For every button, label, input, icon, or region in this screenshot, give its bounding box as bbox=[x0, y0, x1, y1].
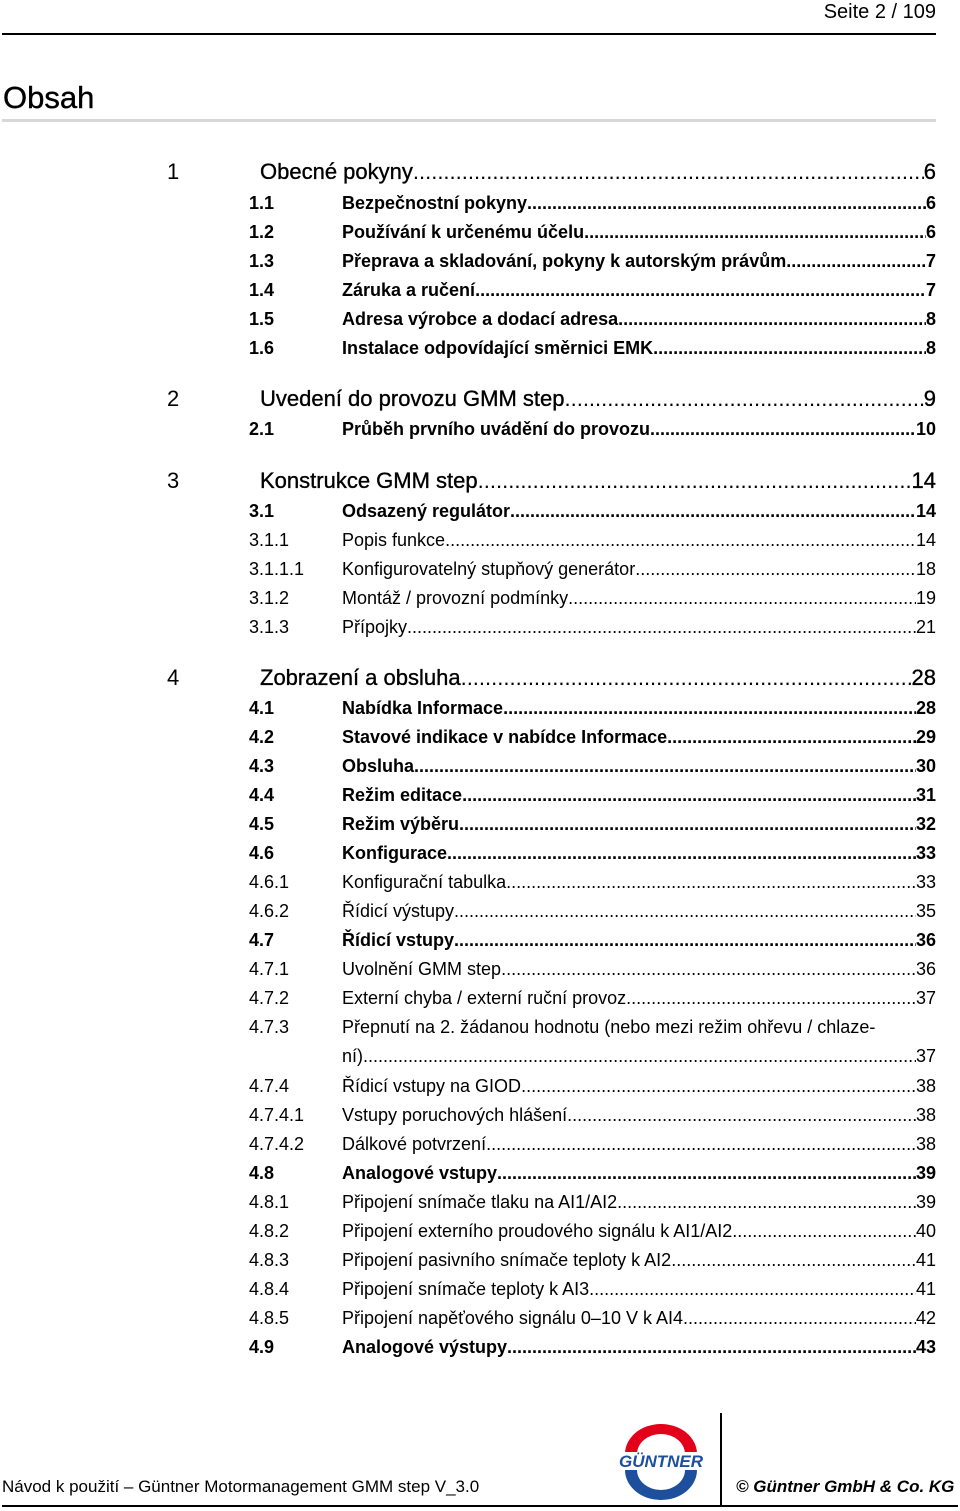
toc-title: Nabídka Informace bbox=[342, 698, 504, 718]
toc-entry[interactable] bbox=[249, 277, 936, 303]
toc-page-number: 14 bbox=[915, 501, 936, 521]
toc-number: 1.5 bbox=[249, 309, 275, 329]
toc-leader-dots bbox=[626, 985, 916, 1011]
toc-page-number: 8 bbox=[925, 338, 936, 358]
toc-page-number: 9 bbox=[923, 386, 936, 411]
toc-title: Připojení snímače tlaku na AI1/AI2 bbox=[342, 1192, 618, 1212]
toc-title: Vstupy poruchových hlášení bbox=[342, 1105, 568, 1125]
toc-leader-dots bbox=[568, 585, 916, 611]
toc-leader-dots bbox=[414, 753, 916, 779]
toc-page-number: 14 bbox=[911, 468, 936, 493]
toc-leader-dots bbox=[650, 416, 916, 442]
toc-title: Řídicí vstupy na GIOD bbox=[342, 1076, 522, 1096]
toc-page-number: 7 bbox=[925, 280, 936, 300]
toc-leader-dots bbox=[567, 1102, 916, 1128]
toc-title: Přeprava a skladování, pokyny k autorským právům bbox=[342, 251, 787, 271]
toc-number: 3 bbox=[167, 468, 180, 493]
toc-title: Montáž / provozní podmínky bbox=[342, 588, 569, 608]
toc-page-number: 41 bbox=[915, 1279, 936, 1299]
page-title: Obsah bbox=[3, 80, 95, 115]
toc-number: 4.7.4.2 bbox=[249, 1134, 305, 1154]
toc-leader-dots bbox=[732, 1218, 916, 1244]
footer-copyright: © Güntner GmbH & Co. KG bbox=[736, 1477, 955, 1496]
toc-entry[interactable] bbox=[249, 1073, 936, 1099]
toc-number: 4.7.1 bbox=[249, 959, 290, 979]
toc-leader-dots bbox=[589, 1276, 916, 1302]
toc-entry[interactable] bbox=[249, 1131, 936, 1157]
toc-page-number: 30 bbox=[915, 756, 936, 776]
toc-number: 4.8.2 bbox=[249, 1221, 290, 1241]
toc-number: 4.4 bbox=[249, 785, 275, 805]
toc-title: Popis funkce bbox=[342, 530, 446, 550]
toc-title: Režim editace bbox=[342, 785, 463, 805]
toc-number: 2.1 bbox=[249, 419, 275, 439]
toc-entry[interactable] bbox=[249, 753, 936, 779]
toc-entry[interactable] bbox=[249, 416, 936, 442]
toc-number: 4.7.4.1 bbox=[249, 1105, 305, 1125]
toc-entry[interactable] bbox=[249, 335, 936, 361]
toc-title: Adresa výrobce a dodací adresa bbox=[342, 309, 619, 329]
toc-number: 4.8 bbox=[249, 1163, 275, 1183]
toc-number: 4.7 bbox=[249, 930, 275, 950]
toc-leader-dots bbox=[786, 248, 926, 274]
toc-leader-dots bbox=[618, 306, 926, 332]
toc-entry[interactable] bbox=[249, 1247, 936, 1273]
toc-chapter[interactable] bbox=[167, 663, 936, 693]
toc-entry[interactable] bbox=[249, 840, 936, 866]
toc-number: 3.1.3 bbox=[249, 617, 290, 637]
toc-number: 4.5 bbox=[249, 814, 275, 834]
toc-page-number: 19 bbox=[915, 588, 936, 608]
toc-number: 4.7.4 bbox=[249, 1076, 290, 1096]
toc-entry[interactable] bbox=[249, 724, 936, 750]
toc-page-number: 35 bbox=[915, 901, 936, 921]
toc-entry[interactable] bbox=[249, 898, 936, 924]
toc-entry[interactable] bbox=[249, 1102, 936, 1128]
toc-entry[interactable] bbox=[249, 1276, 936, 1302]
toc-chapter[interactable] bbox=[167, 466, 936, 496]
toc-entry[interactable] bbox=[249, 956, 936, 982]
toc-leader-dots bbox=[413, 157, 924, 187]
toc-number: 1.6 bbox=[249, 338, 275, 358]
toc-entry[interactable] bbox=[249, 811, 936, 837]
toc-title: Řídicí vstupy bbox=[342, 930, 455, 950]
toc-entry[interactable] bbox=[249, 190, 936, 216]
toc-leader-dots bbox=[671, 1247, 916, 1273]
toc-leader-dots bbox=[527, 190, 926, 216]
logo-red-arc bbox=[625, 1424, 697, 1454]
toc-title: Uvolnění GMM step bbox=[342, 959, 502, 979]
toc-leader-dots bbox=[506, 869, 916, 895]
toc-page-number: 41 bbox=[915, 1250, 936, 1270]
toc-page-number: 33 bbox=[915, 872, 936, 892]
toc-entry[interactable] bbox=[249, 498, 936, 524]
toc-number: 4.8.3 bbox=[249, 1250, 290, 1270]
toc-title: Připojení napěťového signálu 0–10 V k AI4 bbox=[342, 1308, 683, 1328]
toc-entry[interactable] bbox=[249, 1160, 936, 1186]
toc-number: 3.1.1 bbox=[249, 530, 290, 550]
toc-leader-dots bbox=[503, 695, 916, 721]
toc-page-number: 39 bbox=[915, 1163, 936, 1183]
toc-entry[interactable] bbox=[249, 614, 936, 640]
toc-page-number: 6 bbox=[925, 193, 936, 213]
toc-number: 1.2 bbox=[249, 222, 275, 242]
toc-page-number: 28 bbox=[911, 665, 936, 690]
toc-page-number: 31 bbox=[915, 785, 936, 805]
toc-leader-dots bbox=[497, 1160, 916, 1186]
toc-entry[interactable] bbox=[249, 695, 936, 721]
toc-number: 1 bbox=[167, 159, 180, 184]
toc-leader-dots bbox=[461, 663, 912, 693]
toc-page-number: 6 bbox=[923, 159, 936, 184]
toc-title: Instalace odpovídající směrnici EMK bbox=[342, 338, 654, 358]
logo-blue-arc bbox=[625, 1470, 697, 1500]
toc-leader-dots bbox=[447, 840, 916, 866]
toc-number: 4.7.3 bbox=[249, 1017, 290, 1037]
toc-page-number: 33 bbox=[915, 843, 936, 863]
toc-title: Záruka a ručení bbox=[342, 280, 476, 300]
toc-title: Konfigurační tabulka bbox=[342, 872, 507, 892]
toc-number: 4.1 bbox=[249, 698, 275, 718]
toc-number: 4.3 bbox=[249, 756, 275, 776]
toc-number: 4.8.4 bbox=[249, 1279, 290, 1299]
toc-leader-dots bbox=[501, 956, 916, 982]
toc-entry[interactable] bbox=[249, 219, 936, 245]
toc-title: Konfigurovatelný stupňový generátor bbox=[342, 559, 636, 579]
toc-page-number: 36 bbox=[915, 959, 936, 979]
toc-entry[interactable] bbox=[249, 1305, 936, 1331]
toc-number: 4.2 bbox=[249, 727, 275, 747]
toc-title: Analogové vstupy bbox=[342, 1163, 498, 1183]
toc-title: Režim výběru bbox=[342, 814, 460, 834]
toc-leader-dots bbox=[454, 927, 916, 953]
toc-page-number: 37 bbox=[915, 988, 936, 1008]
toc-page-number: 28 bbox=[915, 698, 936, 718]
logo-text: GÜNTNER bbox=[618, 1452, 704, 1471]
toc-page-number: 7 bbox=[925, 251, 936, 271]
toc-number: 3.1.1.1 bbox=[249, 559, 305, 579]
toc-number: 4.7.2 bbox=[249, 988, 290, 1008]
toc-title: Konstrukce GMM step bbox=[260, 468, 478, 493]
toc-leader-dots bbox=[510, 498, 916, 524]
toc-number: 4.9 bbox=[249, 1337, 275, 1357]
toc-number: 4 bbox=[167, 665, 180, 690]
toc-leader-dots bbox=[507, 1334, 916, 1360]
toc-entry[interactable] bbox=[249, 985, 936, 1011]
toc-number: 1.4 bbox=[249, 280, 275, 300]
toc-leader-dots bbox=[521, 1073, 916, 1099]
guntner-logo bbox=[611, 1420, 711, 1500]
toc-title: Konfigurace bbox=[342, 843, 448, 863]
toc-title: Průběh prvního uvádění do provozu bbox=[342, 419, 651, 439]
toc-page-number: 40 bbox=[915, 1221, 936, 1241]
toc-leader-dots bbox=[653, 335, 926, 361]
toc-leader-dots bbox=[459, 811, 916, 837]
toc-title: Externí chyba / externí ruční provoz bbox=[342, 988, 627, 1008]
toc-leader-dots bbox=[584, 219, 926, 245]
toc-page-number: 43 bbox=[915, 1337, 936, 1357]
toc-title: Používání k určenému účelu bbox=[342, 222, 585, 242]
toc-title-line1: Přepnutí na 2. žádanou hodnotu (nebo mezi režim ohřevu / chlaze- bbox=[342, 1017, 876, 1037]
toc-title: Řídicí výstupy bbox=[342, 901, 455, 921]
toc-entry[interactable] bbox=[249, 1189, 936, 1215]
toc-leader-dots bbox=[617, 1189, 916, 1215]
toc-entry[interactable] bbox=[249, 1218, 936, 1244]
toc-number: 1.3 bbox=[249, 251, 275, 271]
toc-number: 1.1 bbox=[249, 193, 275, 213]
toc-title: Uvedení do provozu GMM step bbox=[260, 386, 565, 411]
toc-number: 3.1.2 bbox=[249, 588, 290, 608]
footer-divider bbox=[720, 1413, 722, 1505]
toc-leader-dots bbox=[667, 724, 916, 750]
toc-page-number: 32 bbox=[915, 814, 936, 834]
toc-entry[interactable] bbox=[249, 1334, 936, 1360]
toc-title: Dálkové potvrzení bbox=[342, 1134, 487, 1154]
toc-page-number: 38 bbox=[915, 1105, 936, 1125]
toc-entry[interactable] bbox=[249, 248, 936, 274]
toc-number: 2 bbox=[167, 386, 180, 411]
toc-chapter[interactable] bbox=[167, 157, 936, 187]
toc-entry[interactable] bbox=[249, 527, 936, 553]
toc-number: 4.6 bbox=[249, 843, 275, 863]
toc-number: 4.8.1 bbox=[249, 1192, 290, 1212]
toc-page-number: 14 bbox=[915, 530, 936, 550]
toc-page-number: 10 bbox=[915, 419, 936, 439]
toc-title: Připojení pasivního snímače teploty k AI2 bbox=[342, 1250, 672, 1270]
toc-leader-dots bbox=[475, 277, 926, 303]
toc-title: ní) bbox=[342, 1046, 364, 1066]
toc-title: Připojení snímače teploty k AI3 bbox=[342, 1279, 590, 1299]
toc-title: Odsazený regulátor bbox=[342, 501, 511, 521]
toc-title: Analogové výstupy bbox=[342, 1337, 508, 1357]
toc-page-number: 38 bbox=[915, 1076, 936, 1096]
toc-entry[interactable] bbox=[249, 927, 936, 953]
footer-rule bbox=[2, 1505, 958, 1507]
footer-document-title: Návod k použití – Güntner Motormanagement GMM step V_3.0 bbox=[2, 1477, 480, 1496]
toc-leader-dots bbox=[683, 1305, 916, 1331]
toc-number: 4.8.5 bbox=[249, 1308, 290, 1328]
toc-page-number: 21 bbox=[915, 617, 936, 637]
toc-page-number: 37 bbox=[915, 1046, 936, 1066]
toc-page-number: 39 bbox=[915, 1192, 936, 1212]
toc-entry[interactable] bbox=[249, 1014, 936, 1066]
toc-entry[interactable] bbox=[249, 556, 936, 582]
toc-page-number: 8 bbox=[925, 309, 936, 329]
toc-title: Bezpečnostní pokyny bbox=[342, 193, 528, 213]
toc-entry[interactable] bbox=[249, 782, 936, 808]
toc-chapter[interactable] bbox=[167, 384, 936, 414]
toc-number: 4.6.2 bbox=[249, 901, 290, 921]
page-number: Seite 2 / 109 bbox=[823, 1, 936, 23]
toc-title: Obecné pokyny bbox=[260, 159, 413, 184]
toc-page-number: 6 bbox=[925, 222, 936, 242]
toc-leader-dots bbox=[407, 614, 916, 640]
toc-entry[interactable] bbox=[249, 869, 936, 895]
toc-leader-dots bbox=[363, 1043, 916, 1069]
toc-number: 3.1 bbox=[249, 501, 275, 521]
toc-title: Zobrazení a obsluha bbox=[260, 665, 461, 690]
toc-title: Přípojky bbox=[342, 617, 408, 637]
toc-leader-dots bbox=[478, 466, 912, 496]
toc-leader-dots bbox=[635, 556, 916, 582]
toc-leader-dots bbox=[445, 527, 916, 553]
toc-entry[interactable] bbox=[249, 585, 936, 611]
toc-page-number: 18 bbox=[915, 559, 936, 579]
toc-leader-dots bbox=[454, 898, 916, 924]
toc-page-number: 42 bbox=[915, 1308, 936, 1328]
toc-title: Stavové indikace v nabídce Informace bbox=[342, 727, 668, 747]
toc-title: Připojení externího proudového signálu k AI1/AI2 bbox=[342, 1221, 733, 1241]
toc-page-number: 36 bbox=[915, 930, 936, 950]
toc-title: Obsluha bbox=[342, 756, 415, 776]
toc-entry[interactable] bbox=[249, 306, 936, 332]
toc-leader-dots bbox=[564, 384, 923, 414]
toc-leader-dots bbox=[486, 1131, 916, 1157]
toc-leader-dots bbox=[462, 782, 916, 808]
toc-page-number: 38 bbox=[915, 1134, 936, 1154]
toc-page-number: 29 bbox=[915, 727, 936, 747]
toc-number: 4.6.1 bbox=[249, 872, 290, 892]
